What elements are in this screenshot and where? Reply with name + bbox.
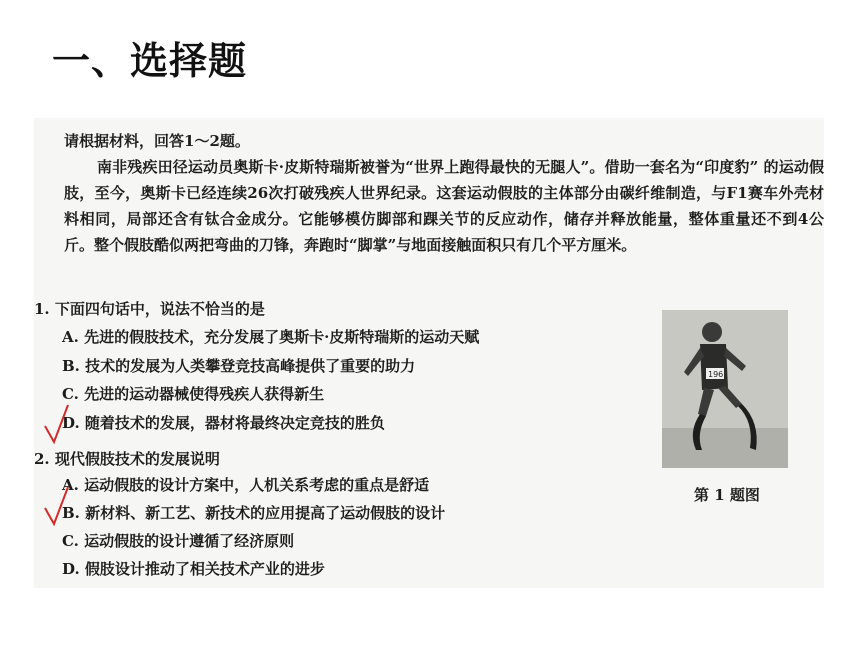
slide-title: 一、选择题 xyxy=(52,39,248,83)
question-1-option-c: C. 先进的运动器械使得残疾人获得新生 xyxy=(62,385,325,403)
figure-caption: 第 1 题图 xyxy=(694,486,760,504)
runner-photo xyxy=(662,310,788,468)
question-1-option-a: A. 先进的假肢技术，充分发展了奥斯卡·皮斯特瑞斯的运动天赋 xyxy=(62,328,480,346)
question-2-option-b: B. 新材料、新工艺、新技术的应用提高了运动假肢的设计 xyxy=(62,504,446,522)
question-2-option-d: D. 假肢设计推动了相关技术产业的进步 xyxy=(62,560,325,578)
question-2-option-c: C. 运动假肢的设计遵循了经济原则 xyxy=(62,532,295,550)
bib-number: 196 xyxy=(708,370,724,379)
question-1-option-b: B. 技术的发展为人类攀登竞技高峰提供了重要的助力 xyxy=(62,357,416,375)
check-mark-icon xyxy=(42,402,72,448)
question-1-option-d: D. 随着技术的发展，器材将最终决定竞技的胜负 xyxy=(62,414,385,432)
material-intro: 请根据材料，回答1～2题。 xyxy=(64,132,250,150)
scanned-question-sheet xyxy=(34,118,824,588)
check-mark-icon xyxy=(42,484,72,530)
material-passage: 南非残疾田径运动员奥斯卡·皮斯特瑞斯被誉为“世界上跑得最快的无腿人”。借助一套名为“印度豹” 的运动假肢，至今，奥斯卡已经连续26次打破残疾人世界纪录。这套运动假肢的主体部分由碳纤维制造，与F1赛车外壳材料相同，局部还含有钛合金成分。它能够模仿脚部和踝关节的反应动作，储存并释放能量，整体重量还不到4公斤。整个假肢酷似两把弯曲的刀锋，奔跑时“脚掌”与地面接触面积只有几个平方厘米。 xyxy=(64,158,824,254)
question-2-option-a: A. 运动假肢的设计方案中，人机关系考虑的重点是舒适 xyxy=(62,476,430,494)
question-2-stem: 2. 现代假肢技术的发展说明 xyxy=(34,450,220,468)
question-1-stem: 1. 下面四句话中，说法不恰当的是 xyxy=(34,300,265,318)
